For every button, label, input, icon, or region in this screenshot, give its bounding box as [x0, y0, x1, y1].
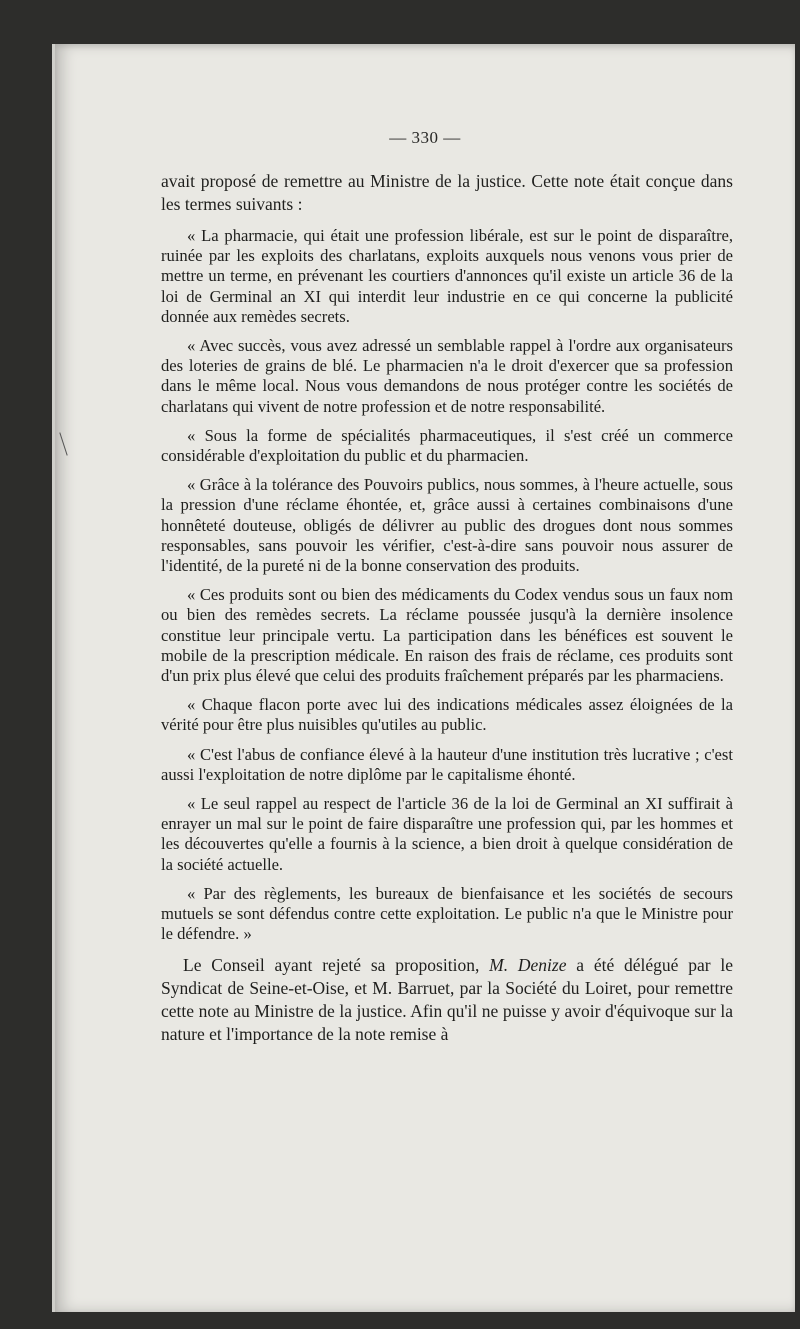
quote-paragraph-2: « Avec succès, vous avez adressé un semblable rappel à l'ordre aux organisateurs des loteries de grains de blé. Le pharmacien n'a le droit d'exercer que sa profession dans le même local. Nous vous demandons de nous protéger contre les sociétés de charlatans qui vivent de notre profession et de notre responsabilité. — [161, 336, 733, 416]
quote-paragraph-9: « Par des règlements, les bureaux de bienfaisance et les sociétés de secours mutuels se sont défendus contre cette exploitation. Le public n'a que le Ministre pour le défendre. » — [161, 883, 733, 944]
body-text — [161, 170, 733, 1046]
book-page — [52, 44, 795, 1312]
quote-paragraph-1: « La pharmacie, qui était une profession libérale, est sur le point de disparaître, ruinée par les exploits des charlatans, exploits auxquels nous venons vous prier de mettre un terme, en prévenant les courtiers d'annonces qu'il existe un article 36 de la loi de Germinal an XI qui interdit leur industrie en ce qui concerne la publicité donnée aux remèdes secrets. — [161, 226, 733, 326]
paragraph-intro: avait proposé de remettre au Ministre de la justice. Cette note était conçue dans les termes suivants : — [161, 171, 733, 214]
quote-paragraph-6: « Chaque flacon porte avec lui des indications médicales assez éloignées de la vérité pour être plus nuisibles qu'utiles au public. — [161, 695, 733, 735]
quote-paragraph-4: « Grâce à la tolérance des Pouvoirs publics, nous sommes, à l'heure actuelle, sous la pression d'une réclame éhontée, et, grâce aussi à certaines combinaisons d'une honnêteté douteuse, obligés de délivrer au public des drogues dont nous sommes responsables, sans pouvoir les vérifier, c'est-à-dire sans pouvoir nous assurer de l'identité, de la pureté ni de la bonne conservation des produits. — [161, 475, 733, 576]
margin-mark — [59, 432, 67, 455]
closing-text-end: a été délégué par le Syndicat de Seine-et-Oise, et M. Barruet, par la Société du Loiret, pour remettre cette note au Ministre de la justice. Afin qu'il ne puisse y avoir d'équivoque sur la nature et l'importance de la note remise à — [161, 954, 733, 1044]
quote-paragraph-7: « C'est l'abus de confiance élevé à la hauteur d'une institution très lucrative ; c'est aussi l'exploitation de notre diplôme par le capitalisme éhonté. — [161, 744, 733, 784]
closing-paragraph — [161, 954, 733, 1046]
page-number: — 330 — — [389, 128, 461, 147]
delegate-name: M. Denize — [489, 954, 567, 975]
quote-paragraph-3: « Sous la forme de spécialités pharmaceutiques, il s'est créé un commerce considérable d'exploitation du public et du pharmacien. — [161, 425, 733, 466]
quote-paragraph-8: « Le seul rappel au respect de l'article 36 de la loi de Germinal an XI suffirait à enrayer un mal sur le point de faire disparaître une profession qui, par les hommes et les découvertes qu'elle a fournis à la science, a bien droit à quelque considération de la société actuelle. — [161, 794, 733, 874]
quote-paragraph-5: « Ces produits sont ou bien des médicaments du Codex vendus sous un faux nom ou bien des remèdes secrets. La réclame poussée jusqu'à la dernière insolence constitue leur principale vertu. La participation dans les bénéfices est souvent le mobile de la prescription médicale. En raison des frais de réclame, ces produits sont d'un prix plus élevé que celui des produits fraîchement préparés par les pharmaciens. — [161, 585, 733, 686]
closing-text-start: Le Conseil ayant rejeté sa proposition, — [183, 954, 490, 975]
